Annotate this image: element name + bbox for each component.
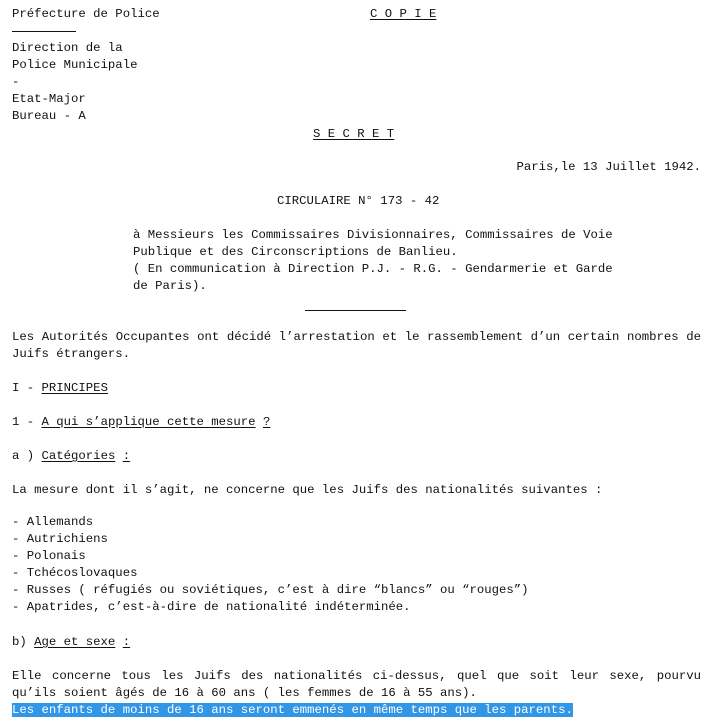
nationality-item: - Russes ( réfugiés ou soviétiques, c’est à dire “blancs” ou “rouges”) xyxy=(12,583,529,597)
separator-rule xyxy=(305,310,406,311)
nationality-item: - Allemands xyxy=(12,515,94,529)
subsection-b: b) Age et sexe : xyxy=(12,635,131,649)
highlighted-sentence[interactable] xyxy=(12,702,573,719)
circulaire-title: CIRCULAIRE N° 173 - 42 xyxy=(277,194,440,208)
age-paragraph: Elle concerne tous les Juifs des nationalités ci-dessus, quel que soit leur sexe, pourvu qu’ils soient âgés de 16 à 60 ans ( les femmes de 16 à 55 ans). xyxy=(12,669,701,700)
direction-line-1: Direction de la xyxy=(12,41,123,55)
direction-line-4: Etat-Major xyxy=(12,92,86,106)
intro-paragraph: Les Autorités Occupantes ont décidé l’arrestation et le rassemblement d’un certain nombres de Juifs étrangers. xyxy=(12,330,701,361)
nationality-item: - Polonais xyxy=(12,549,86,563)
date-line: Paris,le 13 Juillet 1942. xyxy=(516,160,701,174)
subsection-a: a ) Catégories : xyxy=(12,449,131,463)
nationality-item: - Apatrides, c’est-à-dire de nationalité indéterminée. xyxy=(12,600,411,614)
addressee-line-1: à Messieurs les Commissaires Divisionnaires, Commissaires de Voie xyxy=(133,228,613,242)
header-rule xyxy=(12,31,76,32)
nationality-item: - Tchécoslovaques xyxy=(12,566,138,580)
addressee-line-2: Publique et des Circonscriptions de Banlieu. xyxy=(133,245,458,259)
addressee-line-4: de Paris). xyxy=(133,279,207,293)
question-1: 1 - A qui s’applique cette mesure ? xyxy=(12,415,271,429)
direction-line-5: Bureau - A xyxy=(12,109,86,123)
nationality-item: - Autrichiens xyxy=(12,532,108,546)
section-principes: I - PRINCIPES xyxy=(12,381,108,395)
mesure-paragraph: La mesure dont il s’agit, ne concerne que les Juifs des nationalités suivantes : xyxy=(12,483,603,497)
secret-label: S E C R E T xyxy=(313,127,395,141)
selection-highlight[interactable]: Les enfants de moins de 16 ans seront emmenés en même temps que les parents. xyxy=(12,703,573,717)
direction-line-2: Police Municipale xyxy=(12,58,138,72)
direction-line-3: - xyxy=(12,75,20,89)
prefecture-label: Préfecture de Police xyxy=(12,7,160,21)
addressee-line-3: ( En communication à Direction P.J. - R.G. - Gendarmerie et Garde xyxy=(133,262,613,276)
copie-label: C O P I E xyxy=(370,7,437,21)
